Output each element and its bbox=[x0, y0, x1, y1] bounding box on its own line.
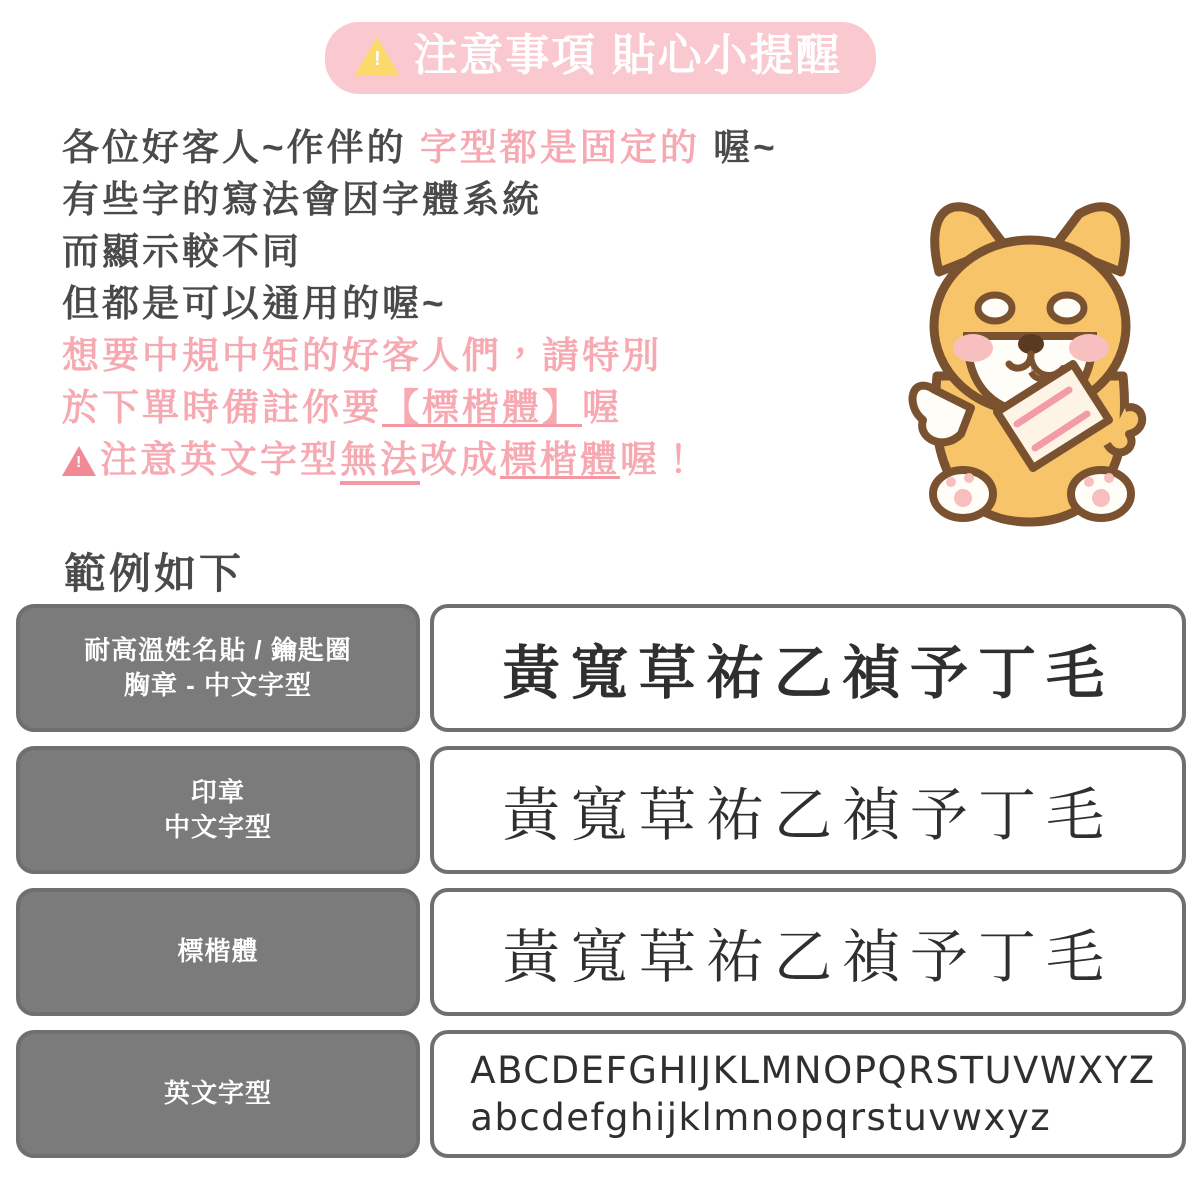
notice-line-7-part-a: 注意英文字型 bbox=[100, 439, 340, 480]
notice-line-1-part-a: 各位好客人~作伴的 bbox=[62, 127, 420, 168]
sample-text: 黃寬草祐乙禎予丁毛 bbox=[501, 639, 1114, 707]
sample-label-line-1: 印章 bbox=[190, 776, 245, 807]
notice-line-7-kai: 標楷體 bbox=[500, 439, 620, 480]
notice-line-6-part-a: 於下單時備註你要 bbox=[62, 387, 382, 428]
notice-line-1-highlight: 字型都是固定的 bbox=[419, 127, 700, 168]
notice-line-1 bbox=[62, 122, 892, 174]
sample-text: 黃寬草祐乙禎予丁毛 bbox=[501, 783, 1114, 848]
notice-line-6-part-c: 喔 bbox=[582, 387, 622, 428]
sample-text: 黃寬草祐乙禎予丁毛 bbox=[501, 923, 1114, 991]
notice-line-5: 想要中規中矩的好客人們，請特別 bbox=[62, 335, 662, 376]
sample-label-stamp bbox=[16, 746, 420, 874]
sample-label-english-font bbox=[16, 1030, 420, 1158]
sample-value-english-font bbox=[430, 1030, 1186, 1158]
notice-line-6-emphasis: 【標楷體】 bbox=[382, 387, 582, 428]
sample-text-lowercase: abcdefghijklmnopqrstuvwxyz bbox=[470, 1096, 1052, 1139]
sample-label-line-1: 標楷體 bbox=[177, 936, 259, 967]
notice-line-7-emphasis: 無法 bbox=[340, 439, 420, 485]
sample-text-uppercase: ABCDEFGHIJKLMNOPQRSTUVWXYZ bbox=[470, 1048, 1156, 1092]
sample-text-latin bbox=[460, 1047, 1155, 1142]
table-row bbox=[16, 604, 1186, 732]
warning-triangle-icon bbox=[355, 37, 399, 75]
small-warning-triangle-icon bbox=[62, 446, 96, 476]
sample-label-line-1: 耐高溫姓名貼 / 鑰匙圈 bbox=[84, 634, 352, 665]
sample-label-line-2: 中文字型 bbox=[163, 812, 272, 842]
table-row bbox=[16, 746, 1186, 874]
shiba-dog-mascot bbox=[877, 176, 1177, 536]
sample-value-kai-font bbox=[430, 888, 1186, 1016]
sample-value-sticker-keychain bbox=[430, 604, 1186, 732]
notice-text-block bbox=[62, 122, 892, 486]
sample-label-sticker-keychain bbox=[16, 604, 420, 732]
sample-value-stamp bbox=[430, 746, 1186, 874]
notice-line-7-part-e: 喔！ bbox=[620, 439, 700, 480]
sample-label-kai-font bbox=[16, 888, 420, 1016]
notice-line-7-part-c: 改成 bbox=[420, 439, 500, 480]
examples-section-title: 範例如下 bbox=[64, 550, 245, 597]
sample-label-line-1: 英文字型 bbox=[163, 1078, 272, 1109]
notice-line-7 bbox=[62, 434, 892, 486]
table-row bbox=[16, 888, 1186, 1016]
notice-banner-container bbox=[0, 0, 1201, 94]
font-samples-table bbox=[16, 604, 1186, 1172]
notice-line-4: 但都是可以通用的喔~ bbox=[62, 283, 447, 324]
sample-label-line-2: 胸章 - 中文字型 bbox=[123, 670, 313, 700]
notice-banner bbox=[325, 22, 875, 94]
notice-banner-title: 注意事項 貼心小提醒 bbox=[413, 31, 842, 80]
table-row bbox=[16, 1030, 1186, 1158]
notice-line-3: 而顯示較不同 bbox=[62, 231, 302, 272]
notice-line-2: 有些字的寫法會因字體系統 bbox=[62, 179, 542, 220]
notice-line-1-part-c: 喔~ bbox=[699, 127, 778, 168]
notice-line-6 bbox=[62, 382, 892, 434]
